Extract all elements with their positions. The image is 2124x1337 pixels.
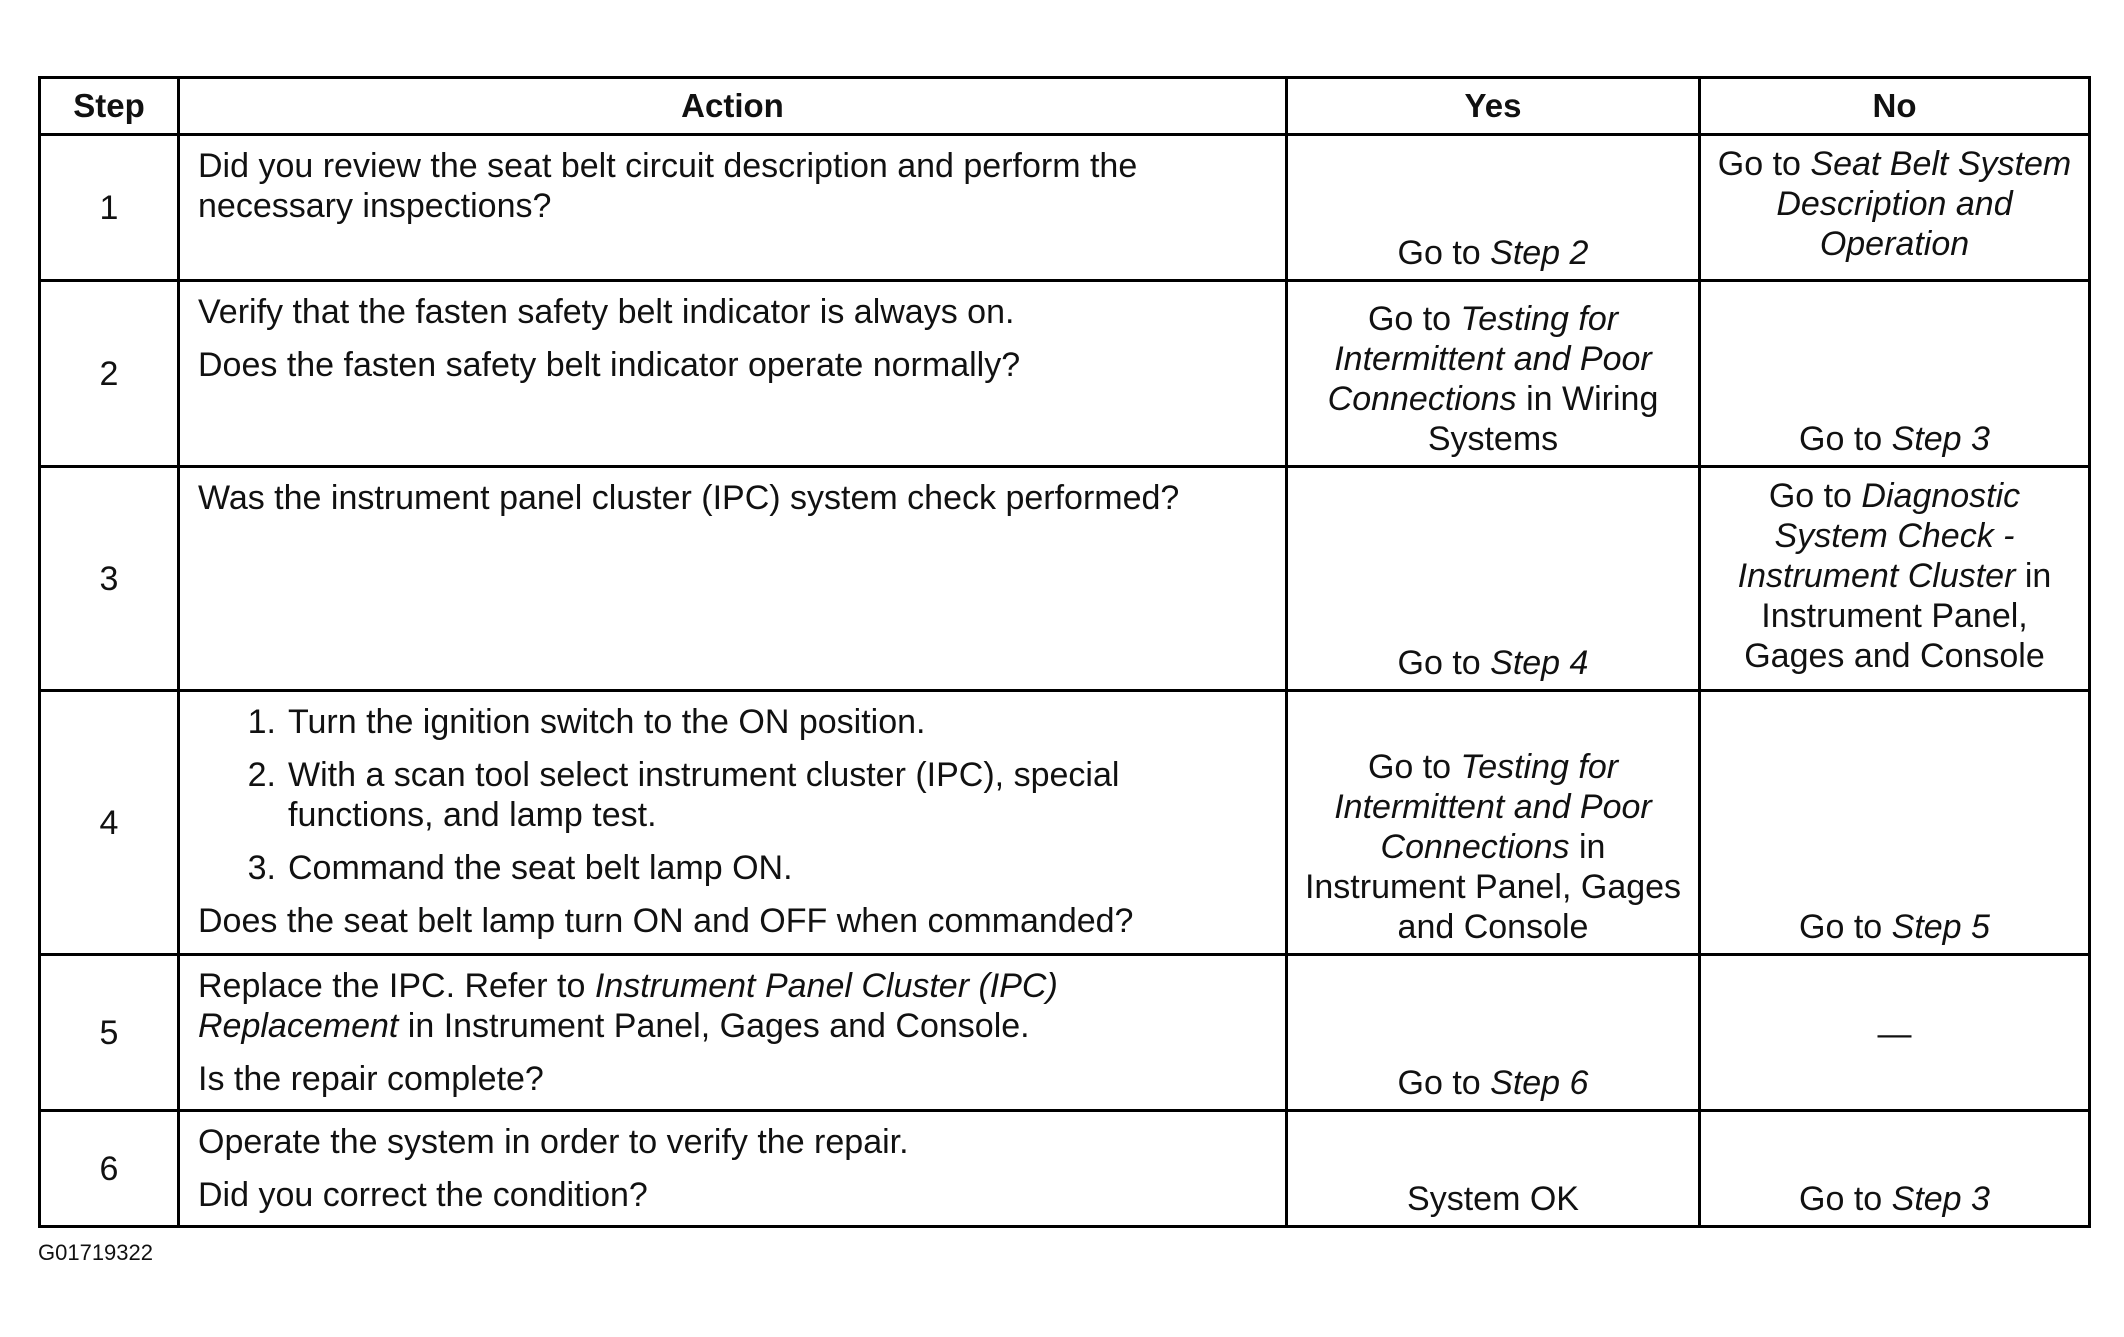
step-number: 3 [40, 467, 179, 691]
no-link[interactable]: Step 3 [1891, 1180, 1990, 1218]
no-cell [1700, 135, 2090, 281]
step-number: 4 [40, 691, 179, 955]
yes-prefix: Go to [1397, 644, 1491, 682]
figure-id: G01719322 [38, 1240, 153, 1265]
no-cell [1700, 1111, 2090, 1227]
action-question: Does the seat belt lamp turn ON and OFF when commanded? [198, 902, 1134, 940]
no-prefix: Go to [1799, 1180, 1892, 1218]
em-dash: — [1877, 1014, 1912, 1053]
yes-prefix: Go to [1367, 748, 1461, 786]
list-item [198, 755, 1267, 835]
no-prefix: Go to [1799, 908, 1892, 946]
action-question: Does the fasten safety belt indicator operate normally? [198, 346, 1021, 384]
no-cell [1700, 281, 2090, 467]
yes-prefix: Go to [1367, 300, 1461, 338]
no-cell [1700, 467, 2090, 691]
no-cell [1700, 955, 2090, 1111]
action-cell [179, 135, 1287, 281]
no-prefix: Go to [1799, 420, 1892, 458]
no-prefix: Go to [1717, 145, 1811, 183]
action-cell [179, 691, 1287, 955]
action-cell [179, 955, 1287, 1111]
action-text: Did you review the seat belt circuit description and perform the necessary inspections? [198, 147, 1138, 225]
table-row [40, 691, 2090, 955]
yes-cell [1287, 135, 1700, 281]
yes-cell [1287, 955, 1700, 1111]
step-number: 6 [40, 1111, 179, 1227]
no-suffix: in Instrument Panel, Gages and Console [1744, 557, 2052, 675]
action-reference-link[interactable]: Instrument Panel Cluster (IPC) Replacement [198, 967, 1058, 1045]
action-steps-list [198, 702, 1267, 888]
table-row [40, 281, 2090, 467]
yes-link[interactable]: Step 6 [1490, 1064, 1589, 1102]
action-question: Did you correct the condition? [198, 1176, 648, 1214]
action-text: Operate the system in order to verify the repair. [198, 1123, 909, 1161]
list-text: Command the seat belt lamp ON. [288, 849, 793, 887]
list-number: 3. [247, 849, 276, 887]
header-action: Action [179, 78, 1287, 135]
action-cell [179, 281, 1287, 467]
action-tail: in Instrument Panel, Gages and Console. [398, 1007, 1030, 1045]
header-row [40, 78, 2090, 135]
yes-cell [1287, 281, 1700, 467]
table-row [40, 955, 2090, 1111]
action-text [198, 966, 1267, 1046]
action-text: Verify that the fasten safety belt indicator is always on. [198, 293, 1015, 331]
yes-suffix: in Wiring Systems [1427, 380, 1659, 458]
action-lead: Replace the IPC. Refer to [198, 967, 595, 1005]
no-link[interactable]: Step 3 [1891, 420, 1990, 458]
step-number: 1 [40, 135, 179, 281]
no-link[interactable]: Seat Belt System Description and Operation [1776, 145, 2072, 263]
action-text: Was the instrument panel cluster (IPC) system check performed? [198, 479, 1180, 517]
list-item [198, 702, 1267, 742]
list-text: With a scan tool select instrument cluster (IPC), special functions, and lamp test. [288, 756, 1120, 834]
diagnostic-table [38, 76, 2091, 1228]
no-link[interactable]: Step 5 [1891, 908, 1990, 946]
action-cell [179, 1111, 1287, 1227]
list-number: 2. [247, 756, 276, 794]
yes-cell: System OK [1287, 1111, 1700, 1227]
yes-link[interactable]: Step 2 [1490, 234, 1589, 272]
yes-prefix: Go to [1397, 234, 1491, 272]
table-row [40, 135, 2090, 281]
action-cell [179, 467, 1287, 691]
yes-suffix: in Instrument Panel, Gages and Console [1304, 828, 1682, 946]
no-cell [1700, 691, 2090, 955]
step-number: 2 [40, 281, 179, 467]
header-yes: Yes [1287, 78, 1700, 135]
table-row [40, 467, 2090, 691]
yes-link[interactable]: Testing for Intermittent and Poor Connections [1334, 748, 1652, 866]
header-no: No [1700, 78, 2090, 135]
yes-cell [1287, 467, 1700, 691]
action-question: Is the repair complete? [198, 1060, 544, 1098]
table-row [40, 1111, 2090, 1227]
yes-link[interactable]: Testing for Intermittent and Poor Connections [1327, 300, 1652, 418]
no-prefix: Go to [1768, 477, 1862, 515]
list-number: 1. [247, 703, 276, 741]
list-text: Turn the ignition switch to the ON position. [288, 703, 926, 741]
step-number: 5 [40, 955, 179, 1111]
yes-prefix: Go to [1397, 1064, 1491, 1102]
header-step: Step [40, 78, 179, 135]
list-item [198, 848, 1267, 888]
yes-link[interactable]: Step 4 [1490, 644, 1589, 682]
yes-cell [1287, 691, 1700, 955]
no-link[interactable]: Diagnostic System Check - Instrument Cluster [1737, 477, 2021, 595]
